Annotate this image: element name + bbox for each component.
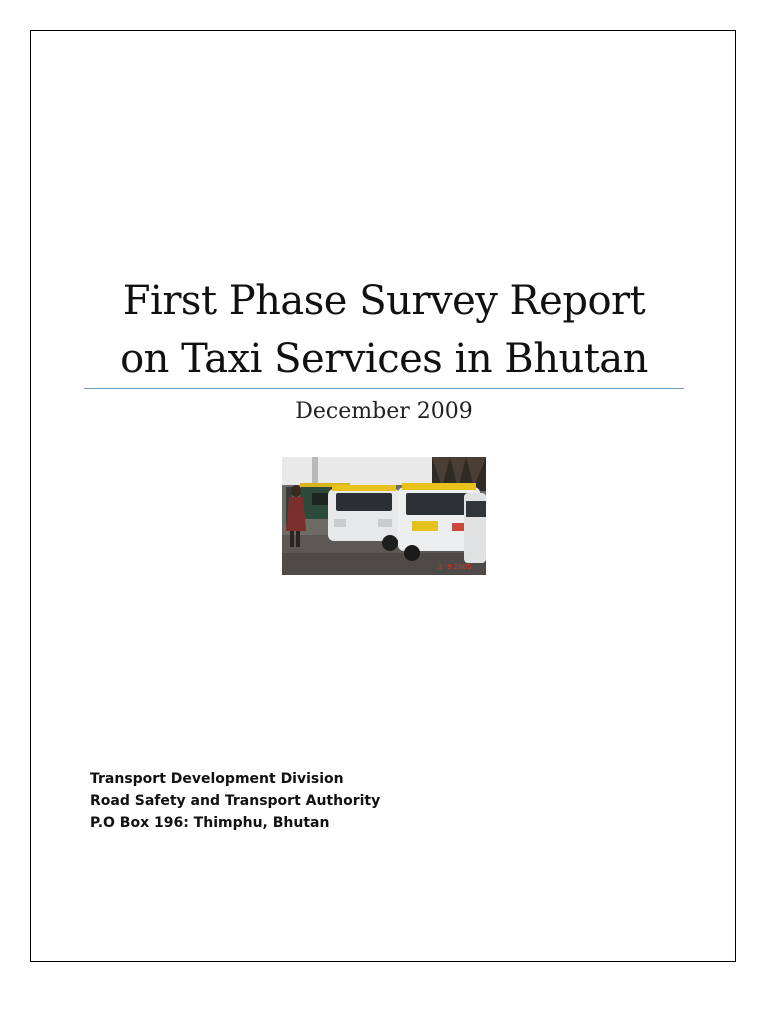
photo-timestamp: 3 -9 2005 [438,563,472,571]
publisher-block [90,768,380,834]
publisher-address: P.O Box 196: Thimphu, Bhutan [90,815,330,831]
title-line-2: on Taxi Services in Bhutan [120,336,648,382]
publisher-division: Transport Development Division [90,771,344,787]
title-divider [84,388,684,389]
publisher-authority: Road Safety and Transport Authority [90,793,381,809]
title-line-1: First Phase Survey Report [122,278,646,324]
taxi-photo [282,457,486,575]
report-date: December 2009 [295,399,473,424]
report-title [60,272,708,388]
